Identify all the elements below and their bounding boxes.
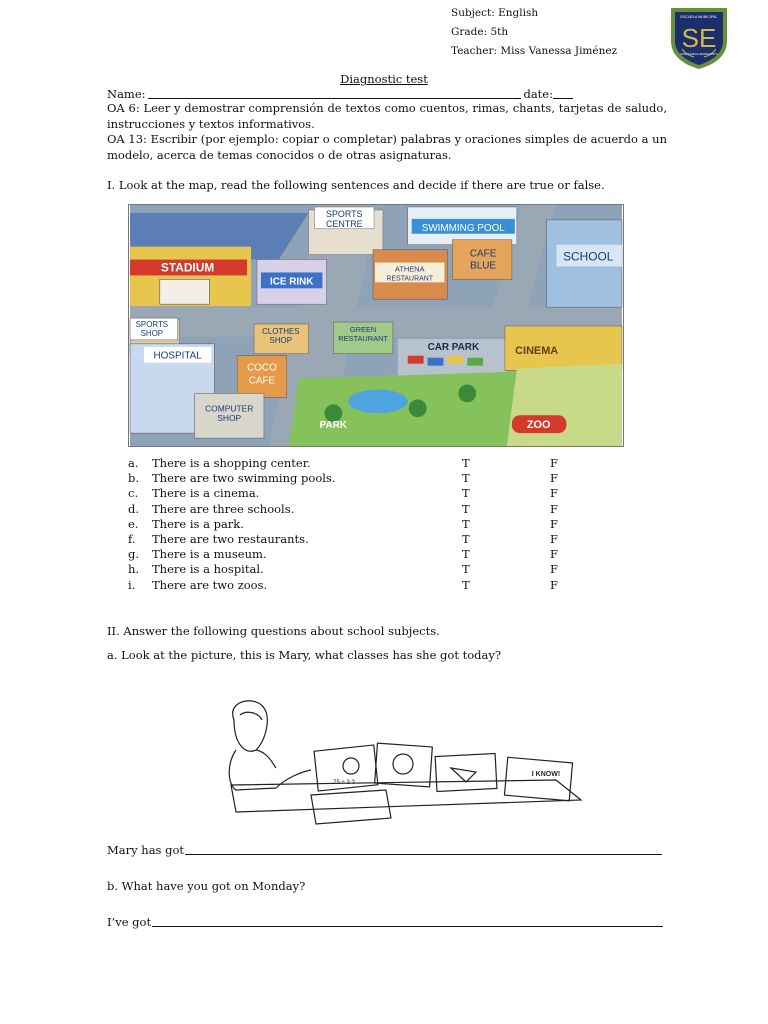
coco-cafe-label-2: CAFE — [248, 375, 276, 387]
tf-item — [128, 578, 598, 593]
tf-item-letter: c. — [128, 486, 139, 501]
cafe-blue-label-2: BLUE — [470, 260, 497, 272]
tf-true-option[interactable]: T — [462, 516, 470, 531]
tf-item — [128, 547, 598, 562]
tf-item-statement: There are two swimming pools. — [152, 471, 336, 486]
tf-false-option[interactable]: F — [550, 577, 558, 592]
swimming-pool-building — [408, 207, 517, 245]
section1-title: I. Look at the map, read the following sentences and decide if there are true or false. — [107, 178, 605, 192]
name-field[interactable] — [148, 87, 522, 99]
tf-item — [128, 517, 598, 532]
logo-top-text: ESCUELA MUNICIPAL — [680, 15, 718, 19]
mary-head — [233, 701, 268, 751]
tf-false-option[interactable]: F — [550, 501, 558, 516]
town-map — [128, 204, 624, 447]
tf-false-option[interactable]: F — [550, 547, 558, 562]
book-1-label: 75 ÷ 3 ? — [333, 780, 355, 786]
logo-initials: SE — [681, 23, 717, 53]
green-restaurant-label-1: GREEN — [349, 324, 377, 334]
tf-true-option[interactable]: T — [462, 531, 470, 546]
tf-true-option[interactable]: T — [462, 486, 470, 501]
tf-true-option[interactable]: T — [462, 471, 470, 486]
book-4-label: I KNOW! — [531, 771, 561, 778]
tf-item — [128, 502, 598, 517]
athena-label-1: ATHENA — [394, 264, 425, 274]
park-area — [289, 372, 517, 446]
true-false-list — [128, 456, 598, 593]
book-2-drawing — [393, 754, 413, 774]
tf-item-statement: There is a hospital. — [152, 562, 264, 577]
date-label: date: — [523, 87, 553, 101]
book-1-drawing — [343, 758, 359, 774]
name-label: Name: — [107, 87, 146, 101]
objective-oa13: OA 13: Escribir (por ejemplo: copiar o completar) palabras y oraciones simples de acuerdo a un modelo, acerca de temas conocidos o de otras asignaturas. — [107, 132, 667, 162]
answer-b-field[interactable] — [152, 915, 663, 927]
tf-item — [128, 471, 598, 486]
date-field[interactable] — [553, 87, 573, 99]
zoo-area — [507, 364, 622, 446]
tf-item — [128, 456, 598, 471]
tf-item — [128, 532, 598, 547]
athena-label-2: RESTAURANT — [386, 275, 433, 283]
mary-hair — [240, 712, 262, 720]
book-2 — [375, 743, 433, 787]
tf-item-statement: There is a cinema. — [152, 486, 260, 501]
school-label: SCHOOL — [563, 249, 614, 264]
tf-item-letter: b. — [128, 471, 140, 486]
grade-text: Grade: 5th — [451, 26, 509, 38]
book-4 — [504, 757, 572, 801]
tf-true-option[interactable]: T — [462, 501, 470, 516]
school-logo — [668, 5, 730, 71]
tf-item-statement: There are two restaurants. — [152, 531, 309, 546]
logo-bottom-text: SANTA EMILIA MARIA PINTO — [680, 52, 718, 56]
green-restaurant-building — [333, 322, 393, 354]
sports-centre-label-1: SPORTS — [326, 208, 363, 219]
sports-centre-building — [309, 207, 383, 255]
sports-centre-label-2: CENTRE — [325, 218, 363, 229]
teacher-text: Teacher: Miss Vanessa Jiménez — [451, 45, 618, 57]
ice-rink-building — [257, 260, 326, 305]
tf-false-option[interactable]: F — [550, 456, 558, 470]
question-a: a. Look at the picture, this is Mary, what classes has she got today? — [107, 648, 502, 662]
tf-false-option[interactable]: F — [550, 516, 558, 531]
stadium-label: STADIUM — [160, 260, 215, 275]
tf-item-letter: i. — [128, 577, 136, 592]
tf-item-statement: There are two zoos. — [152, 577, 268, 592]
computer-shop-label-1: COMPUTER — [205, 403, 254, 414]
tf-item — [128, 486, 598, 501]
tf-true-option[interactable]: T — [462, 577, 470, 592]
park-label: PARK — [319, 420, 348, 432]
question-b: b. What have you got on Monday? — [107, 879, 306, 893]
tf-item-letter: d. — [128, 501, 140, 516]
mary-drawing — [216, 690, 586, 828]
clothes-shop-label-2: SHOP — [269, 335, 293, 345]
mary-arm — [256, 750, 276, 768]
objective-oa6: OA 6: Leer y demostrar comprensión de textos como cuentos, rimas, chants, tarjetas de saludo, instrucciones y textos informativos. — [107, 101, 667, 131]
subject-text: Subject: English — [451, 7, 539, 19]
answer-b-line — [107, 915, 663, 929]
answer-a-label: Mary has got — [107, 843, 185, 857]
coco-cafe-label-1: COCO — [247, 362, 277, 374]
cinema-label: CINEMA — [515, 344, 559, 357]
green-restaurant-label-2: RESTAURANT — [338, 333, 388, 343]
tf-item-statement: There is a shopping center. — [152, 456, 311, 470]
name-date-line — [107, 87, 573, 101]
ice-rink-label: ICE RINK — [269, 276, 314, 288]
tf-item-letter: h. — [128, 562, 140, 577]
tf-item-statement: There is a park. — [152, 516, 244, 531]
header-info — [451, 4, 617, 61]
answer-a-field[interactable] — [185, 843, 662, 855]
school-building — [547, 220, 622, 307]
cafe-blue-building — [452, 240, 512, 280]
tf-true-option[interactable]: T — [462, 562, 470, 577]
sports-shop-label-1: SPORTS — [135, 319, 169, 329]
tf-true-option[interactable]: T — [462, 456, 470, 470]
clothes-shop-label-1: CLOTHES — [262, 326, 300, 336]
tf-false-option[interactable]: F — [550, 486, 558, 501]
tf-item-letter: e. — [128, 516, 139, 531]
tf-false-option[interactable]: F — [550, 562, 558, 577]
tf-item-letter: a. — [128, 456, 139, 470]
page-title: Diagnostic test — [340, 72, 428, 86]
computer-shop-label-2: SHOP — [217, 413, 242, 424]
cinema-building — [505, 326, 622, 371]
car-park-label: CAR PARK — [427, 341, 480, 353]
athena-restaurant-building — [373, 250, 447, 300]
hospital-label: HOSPITAL — [153, 350, 202, 362]
book-3-drawing — [451, 768, 476, 782]
tf-false-option[interactable]: F — [550, 531, 558, 546]
clothes-shop-building — [254, 324, 309, 354]
tf-item-letter: g. — [128, 547, 140, 562]
cafe-blue-label-1: CAFE — [469, 248, 497, 260]
sports-shop-label-2: SHOP — [140, 328, 164, 338]
answer-a-line — [107, 843, 662, 857]
tf-item-statement: There are three schools. — [152, 501, 295, 516]
tf-true-option[interactable]: T — [462, 547, 470, 562]
book-3 — [435, 753, 497, 791]
tf-item — [128, 562, 598, 577]
answer-b-label: I’ve got — [107, 915, 152, 929]
coco-cafe-building — [237, 356, 287, 398]
zoo-label: ZOO — [526, 419, 551, 432]
tf-item-statement: There is a museum. — [152, 547, 267, 562]
tf-false-option[interactable]: F — [550, 471, 558, 486]
swimming-pool-label: SWIMMING POOL — [421, 222, 505, 234]
tf-item-letter: f. — [128, 531, 136, 546]
section2-title: II. Answer the following questions about school subjects. — [107, 624, 440, 638]
computer-shop-building — [195, 393, 264, 438]
